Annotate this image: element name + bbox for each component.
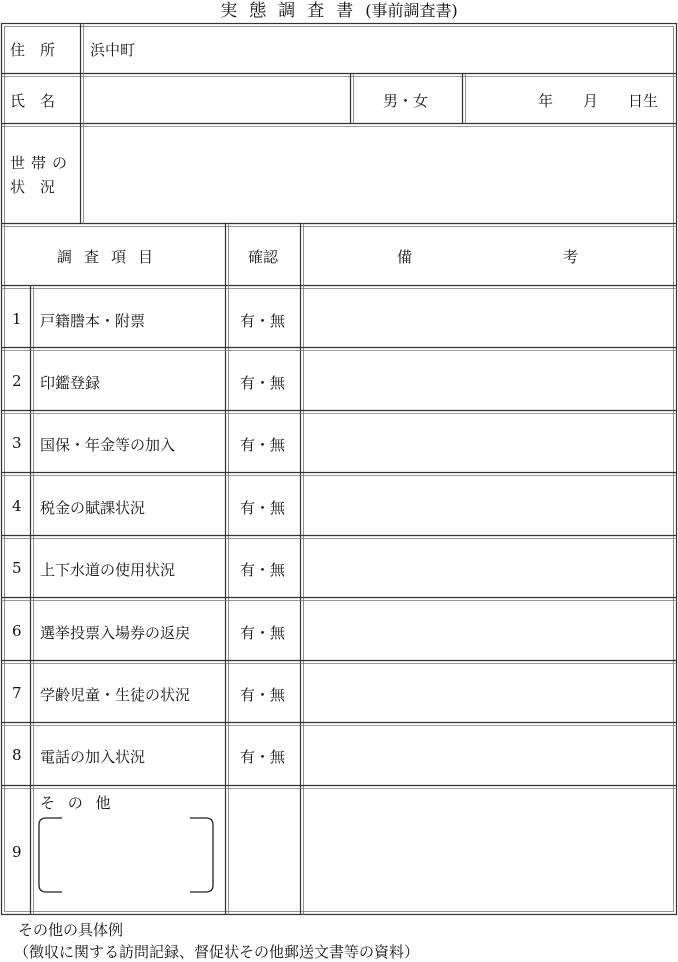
name-label: 氏 名 [10,92,56,110]
row-confirm[interactable]: 有・無 [240,624,286,642]
address-label: 住 所 [10,41,56,59]
address-value[interactable]: 浜中町 [90,41,136,59]
birth-date[interactable]: 年 月 日生 [538,92,659,110]
row-no: 2 [12,372,22,390]
row-item: 戸籍謄本・附票 [40,312,146,330]
row-confirm[interactable]: 有・無 [240,436,286,454]
title-sub: (事前調査書) [365,1,458,20]
footer-line1: その他の具体例 [18,921,124,939]
row-no: 6 [12,622,22,640]
column-remarks-header-1: 備 [397,248,413,266]
household-label-line1: 世帯の [10,154,74,172]
row-no: 4 [12,497,22,515]
row-item: 上下水道の使用状況 [40,561,176,579]
row-item: 印鑑登録 [40,374,101,392]
row-item: 選挙投票入場券の返戻 [40,624,191,642]
row-confirm[interactable]: 有・無 [240,312,286,330]
row-item: 税金の賦課状況 [40,499,146,517]
row-item: 学齢児童・生徒の状況 [40,686,191,704]
sex-options[interactable]: 男・女 [383,92,429,110]
row-confirm[interactable]: 有・無 [240,686,286,704]
title-main: 実態調査書 [220,1,366,21]
row-no: 3 [12,434,22,452]
row-confirm[interactable]: 有・無 [240,561,286,579]
column-confirm-header: 確認 [248,248,279,266]
row-confirm[interactable]: 有・無 [240,374,286,392]
row-item: 電話の加入状況 [40,748,146,766]
column-remarks-header-2: 考 [563,248,579,266]
household-label-line2: 状 況 [10,178,56,196]
row-no: 5 [12,559,22,577]
row-confirm[interactable]: 有・無 [240,499,286,517]
row-no: 8 [12,746,22,764]
footer-line2: （徴収に関する訪問記録、督促状その他郵送文書等の資料） [14,943,420,961]
column-item-header: 調査項目 [57,248,166,266]
other-row-label: そ の 他 [40,794,115,812]
other-bracket [39,818,213,892]
other-row-no: 9 [12,843,22,861]
row-item: 国保・年金等の加入 [40,436,176,454]
row-no: 7 [12,684,22,702]
row-confirm[interactable]: 有・無 [240,748,286,766]
row-no: 1 [12,310,22,328]
